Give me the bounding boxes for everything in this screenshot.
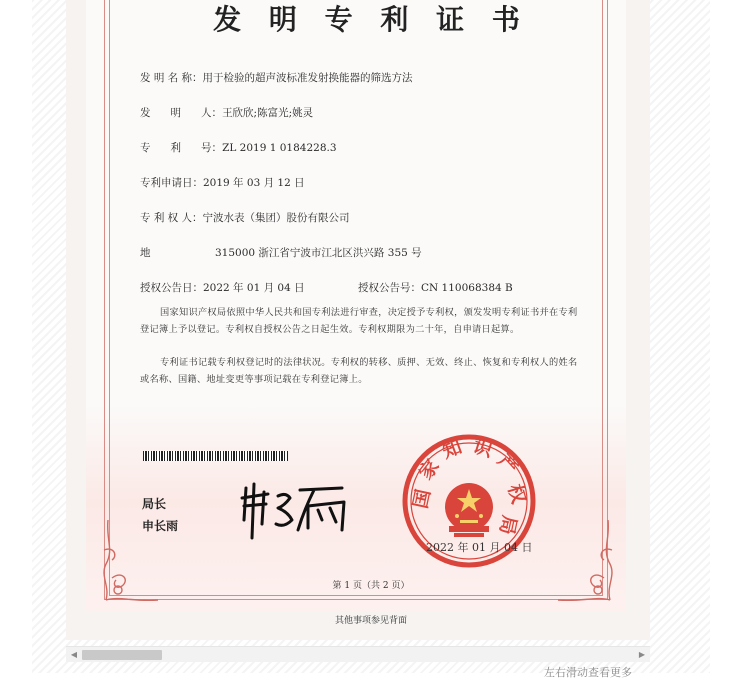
svg-text:局: 局 xyxy=(494,513,521,537)
field-label: 地 xyxy=(140,247,151,259)
scroll-right-arrow-icon[interactable]: ▶ xyxy=(638,650,646,659)
field-value: 用于检验的超声波标准发射换能器的筛选方法 xyxy=(202,72,413,84)
director-title: 局长 xyxy=(142,497,167,511)
field-value: CN 110068384 B xyxy=(421,282,513,294)
svg-text:产: 产 xyxy=(492,450,523,479)
field-value: 315000 浙江省宁波市江北区洪兴路 355 号 xyxy=(215,247,422,259)
field-announce-number xyxy=(358,280,513,295)
svg-text:识: 识 xyxy=(470,434,496,462)
horizontal-scrollbar[interactable] xyxy=(66,646,650,662)
field-patentee xyxy=(140,210,350,225)
director-signature xyxy=(238,480,363,540)
scroll-left-arrow-icon[interactable]: ◀ xyxy=(70,650,78,659)
field-application-date xyxy=(140,175,305,190)
svg-text:知: 知 xyxy=(439,435,465,463)
scroll-hint: 左右滑动查看更多 xyxy=(544,666,632,679)
field-value: 王欣欣;陈富光;姚灵 xyxy=(222,107,314,119)
scrollbar-thumb[interactable] xyxy=(82,650,162,660)
corner-ornament-right xyxy=(556,520,616,605)
field-address xyxy=(140,245,422,260)
svg-text:家: 家 xyxy=(414,455,444,484)
corner-ornament-left xyxy=(100,520,160,605)
field-announce-date xyxy=(140,280,305,295)
field-label: 发 明 名 称： xyxy=(140,72,203,84)
field-value: ZL 2019 1 0184228.3 xyxy=(222,142,337,154)
seal-date: 2022 年 01 月 04 日 xyxy=(426,541,533,554)
svg-text:权: 权 xyxy=(503,481,530,507)
field-value: 2022 年 01 月 04 日 xyxy=(203,282,305,294)
field-label: 授权公告日： xyxy=(140,282,203,294)
director-name: 申长雨 xyxy=(142,519,179,533)
field-value: 宁波水表（集团）股份有限公司 xyxy=(202,212,350,224)
field-inventors xyxy=(140,105,313,120)
field-label: 专利申请日： xyxy=(140,177,203,189)
certificate-paragraph-1: 国家知识产权局依照中华人民共和国专利法进行审查，决定授予专利权，颁发发明专利证书并在专利登记簿上予以登记。专利权自授权公告之日起生效。专利权期限为二十年，自申请日起算。 xyxy=(140,307,578,335)
field-label: 专 利 权 人： xyxy=(140,212,203,224)
back-page-note: 其他事项参见背面 xyxy=(334,616,407,626)
field-label: 授权公告号： xyxy=(358,282,421,294)
field-label: 发 明 人： xyxy=(140,107,223,119)
field-value: 2019 年 03 月 12 日 xyxy=(203,177,305,189)
barcode xyxy=(143,451,288,461)
certificate-title: 发 明 专 利 证 书 xyxy=(213,3,529,36)
page-number: 第 1 页（共 2 页） xyxy=(332,581,410,591)
svg-text:国: 国 xyxy=(409,487,436,511)
field-invention-name xyxy=(140,70,413,85)
field-label: 专 利 号： xyxy=(140,142,223,154)
certificate-paragraph-2: 专利证书记载专利权登记时的法律状况。专利权的转移、质押、无效、终止、恢复和专利权人的姓名或名称、国籍、地址变更等事项记载在专利登记簿上。 xyxy=(140,357,578,385)
field-patent-number xyxy=(140,140,337,155)
